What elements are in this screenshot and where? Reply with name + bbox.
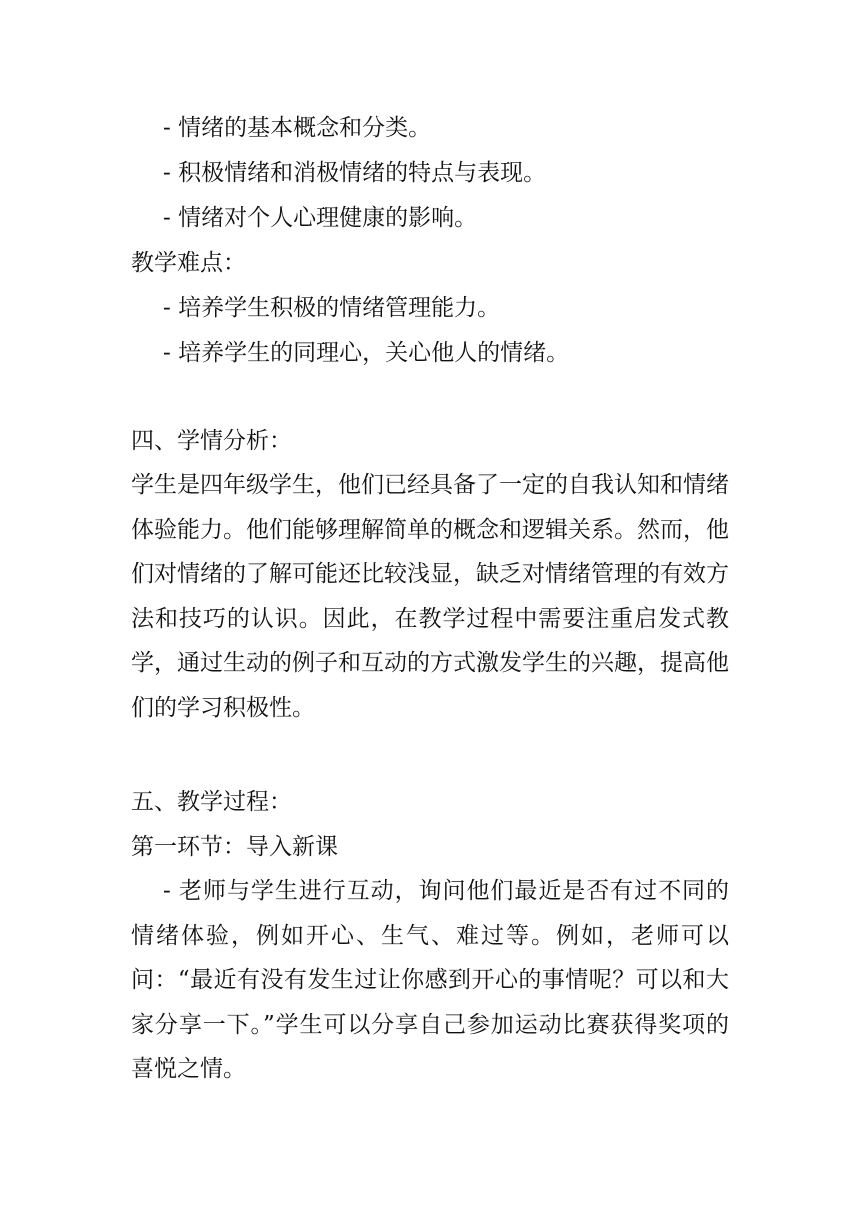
focus-item-3: - 情绪对个人心理健康的影响。 [163, 205, 478, 231]
difficulty-heading: 教学难点： [131, 250, 246, 276]
step1-paragraph: - 老师与学生进行互动，询问他们最近是否有过不同的情绪体验，例如开心、生气、难过等。例如，老师可以问：“最近有没有发生过让你感到开心的事情呢？可以和大家分享一下。”学生可以分享自己参加运动比赛获得奖项的喜悦之情。 [131, 878, 729, 1082]
section5-heading: 五、教学过程： [131, 789, 292, 815]
section4-paragraph: 学生是四年级学生，他们已经具备了一定的自我认知和情绪体验能力。他们能够理解简单的概念和逻辑关系。然而，他们对情绪的了解可能还比较浅显，缺乏对情绪管理的有效方法和技巧的认识。因此，在教学过程中需要注重启发式教学，通过生动的例子和互动的方式激发学生的兴趣，提高他们的学习积极性。 [131, 472, 729, 721]
focus-item-2: - 积极情绪和消极情绪的特点与表现。 [163, 160, 547, 186]
focus-item-1: - 情绪的基本概念和分类。 [163, 115, 432, 141]
step1-title: 第一环节：导入新课 [131, 834, 338, 860]
difficulty-item-2: - 培养学生的同理心，关心他人的情绪。 [163, 340, 570, 366]
difficulty-item-1: - 培养学生积极的情绪管理能力。 [163, 295, 501, 321]
section4-heading: 四、学情分析： [131, 428, 292, 454]
